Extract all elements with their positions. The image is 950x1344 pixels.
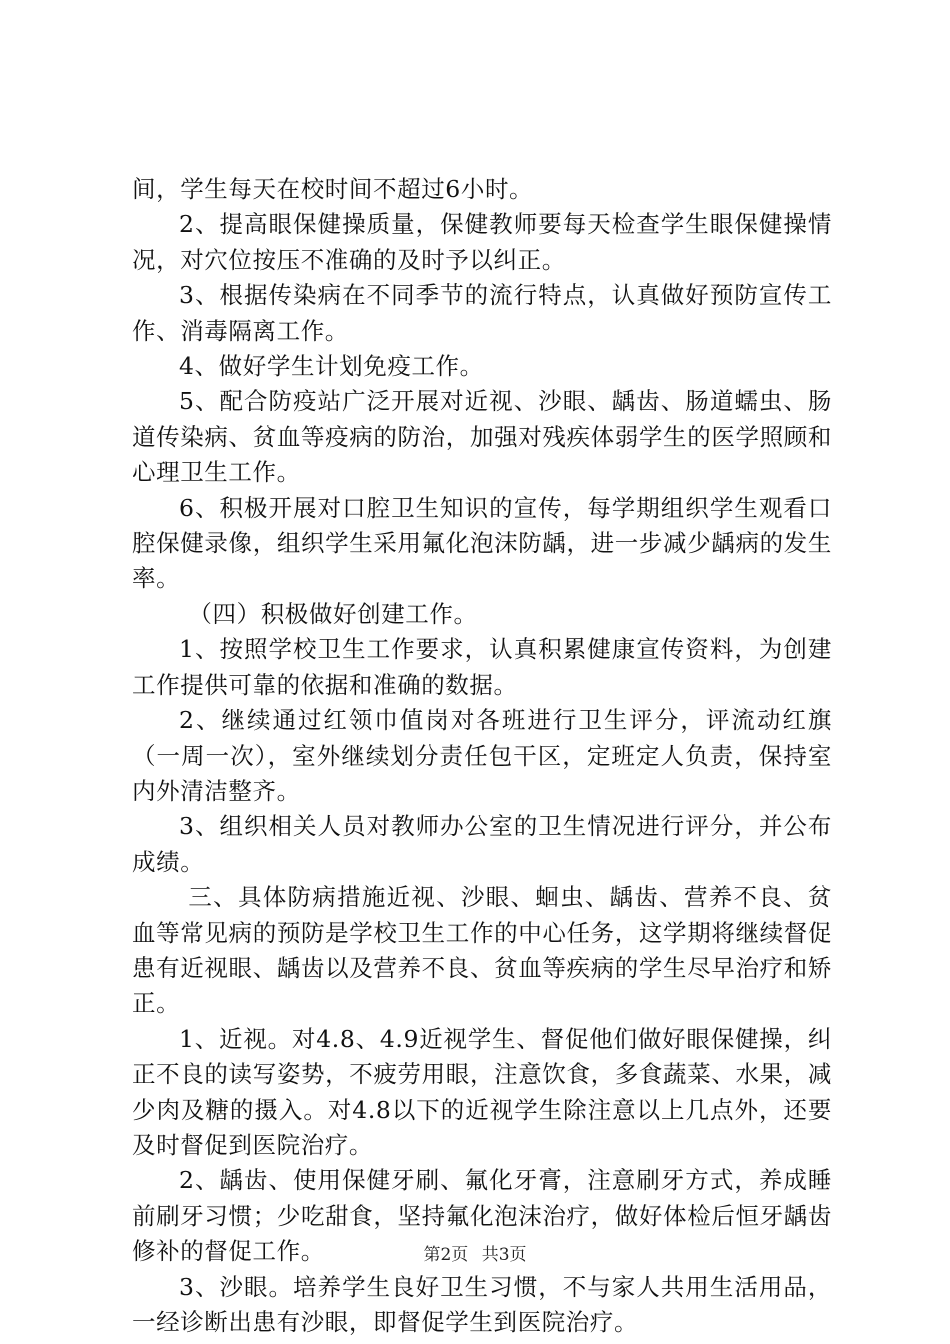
section-heading-4: （四）积极做好创建工作。 <box>188 599 478 628</box>
page-total: 共3页 <box>481 1245 527 1265</box>
paragraph-6: 6、积极开展对口腔卫生知识的宣传，每学期组织学生观看口腔保健录像，组织学生采用氟化泡沫防龋，进一步减少龋病的发生率。 <box>132 493 832 593</box>
section-heading-3: 三、具体防病措施近视、沙眼、蛔虫、龋齿、营养不良、贫血等常见病的预防是学校卫生工作的中心任务，这学期将继续督促患有近视眼、龋齿以及营养不良、贫血等疾病的学生尽早治疗和矫正。 <box>132 883 832 1018</box>
paragraph-12: 3、沙眼。培养学生良好卫生习惯，不与家人共用生活用品，一经诊断出患有沙眼，即督促学生到医院治疗。 <box>132 1272 832 1336</box>
paragraph-7: 1、按照学校卫生工作要求，认真积累健康宣传资料，为创建工作提供可靠的依据和准确的数据。 <box>132 635 832 699</box>
paragraph-2: 2、提高眼保健操质量，保健教师要每天检查学生眼保健操情况，对穴位按压不准确的及时予以纠正。 <box>132 210 832 274</box>
paragraph-10: 1、近视。对4.8、4.9近视学生、督促他们做好眼保健操，纠正不良的读写姿势，不疲劳用眼，注意饮食，多食蔬菜、水果，减少肉及糖的摄入。对4.8以下的近视学生除注意以上几点外，还要及时督促到医院治疗。 <box>132 1024 832 1159</box>
paragraph-1: 间，学生每天在校时间不超过6小时。 <box>132 175 534 203</box>
document-body <box>132 172 832 1340</box>
paragraph-4: 4、做好学生计划免疫工作。 <box>179 352 484 381</box>
page-footer <box>0 1243 950 1267</box>
page-number: 第2页 <box>423 1245 469 1265</box>
paragraph-11: 2、龋齿、使用保健牙刷、氟化牙膏，注意刷牙方式，养成睡前刷牙习惯；少吃甜食，坚持氟化泡沫治疗，做好体检后恒牙龋齿修补的督促工作。 <box>132 1166 832 1266</box>
paragraph-8: 2、继续通过红领巾值岗对各班进行卫生评分，评流动红旗（一周一次），室外继续划分责任包干区，定班定人负责，保持室内外清洁整齐。 <box>132 706 832 805</box>
paragraph-3: 3、根据传染病在不同季节的流行特点，认真做好预防宣传工作、消毒隔离工作。 <box>132 281 832 345</box>
paragraph-5: 5、配合防疫站广泛开展对近视、沙眼、龋齿、肠道蠕虫、肠道传染病、贫血等疫病的防治，加强对残疾体弱学生的医学照顾和心理卫生工作。 <box>132 387 832 487</box>
paragraph-9: 3、组织相关人员对教师办公室的卫生情况进行评分，并公布成绩。 <box>132 812 832 876</box>
